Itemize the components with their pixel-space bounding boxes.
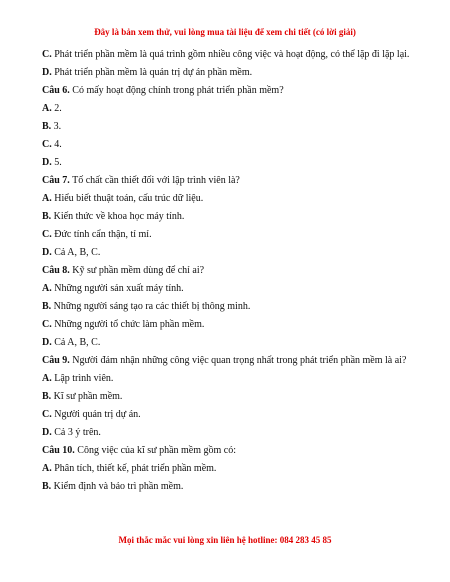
item-text: Người đảm nhận những công việc quan trọng nhất trong phát triển phần mềm là ai?: [69, 355, 407, 366]
item-text: Cả 3 ý trên.: [51, 427, 101, 438]
list-item: [42, 316, 412, 334]
item-text: 2.: [51, 103, 62, 114]
list-item: [42, 478, 412, 496]
item-label: D.: [42, 157, 52, 168]
list-item: [42, 244, 412, 262]
item-text: Phát triển phần mềm là quản trị dự án phần mềm.: [51, 67, 253, 78]
list-item: [42, 460, 412, 478]
item-text: Cả A, B, C.: [51, 337, 101, 348]
question-title: [42, 82, 412, 100]
list-item: [42, 46, 412, 64]
list-item: [42, 154, 412, 172]
hotline-notice: Mọi thắc mắc vui lòng xin liên hệ hotline: 084 283 45 85: [118, 535, 332, 545]
item-text: Người quản trị dự án.: [51, 409, 141, 420]
item-label: A.: [42, 463, 52, 474]
item-text: Những người tổ chức làm phần mềm.: [51, 319, 205, 330]
item-label: Câu 8.: [42, 265, 70, 276]
item-text: 5.: [51, 157, 62, 168]
list-item: [42, 424, 412, 442]
item-label: A.: [42, 373, 52, 384]
item-label: C.: [42, 229, 52, 240]
item-label: Câu 10.: [42, 445, 75, 456]
item-label: A.: [42, 103, 52, 114]
item-text: Phát triển phần mềm là quá trình gồm nhiều công việc và hoạt động, có thể lặp đi lặp lại.: [51, 49, 410, 60]
question-title: [42, 442, 412, 460]
item-label: D.: [42, 337, 52, 348]
item-text: Có mấy hoạt động chính trong phát triển phần mềm?: [69, 85, 284, 96]
question-title: [42, 172, 412, 190]
item-text: Công việc của kĩ sư phần mềm gồm có:: [74, 445, 237, 456]
item-label: D.: [42, 247, 52, 258]
item-text: Kiểm định và bảo trì phần mềm.: [51, 481, 184, 492]
list-item: [42, 226, 412, 244]
item-label: C.: [42, 49, 52, 60]
item-text: 4.: [51, 139, 62, 150]
question-list: [42, 46, 412, 496]
item-text: Phân tích, thiết kế, phát triển phần mềm.: [51, 463, 217, 474]
list-item: [42, 208, 412, 226]
item-text: Hiểu biết thuật toán, cấu trúc dữ liệu.: [51, 193, 204, 204]
list-item: [42, 118, 412, 136]
item-text: Những người sáng tạo ra các thiết bị thông minh.: [51, 301, 251, 312]
item-label: C.: [42, 409, 52, 420]
item-label: Câu 9.: [42, 355, 70, 366]
item-text: Kỹ sư phần mềm dùng để chỉ ai?: [69, 265, 205, 276]
list-item: [42, 298, 412, 316]
list-item: [42, 136, 412, 154]
item-label: B.: [42, 121, 52, 132]
item-text: Tố chất cần thiết đối với lập trình viên là?: [69, 175, 240, 186]
item-label: Câu 6.: [42, 85, 70, 96]
item-label: D.: [42, 427, 52, 438]
list-item: [42, 370, 412, 388]
item-text: Cả A, B, C.: [51, 247, 101, 258]
list-item: [42, 100, 412, 118]
preview-notice: Đây là bản xem thử, vui lòng mua tài liệu để xem chi tiết (có lời giải): [94, 27, 356, 37]
item-label: Câu 7.: [42, 175, 70, 186]
item-text: Kĩ sư phần mềm.: [51, 391, 123, 402]
item-text: Những người sản xuất máy tính.: [51, 283, 184, 294]
list-item: [42, 64, 412, 82]
question-title: [42, 352, 412, 370]
item-label: B.: [42, 481, 52, 492]
list-item: [42, 280, 412, 298]
list-item: [42, 406, 412, 424]
item-text: Lập trình viên.: [51, 373, 114, 384]
item-text: Kiến thức về khoa học máy tính.: [51, 211, 185, 222]
item-text: 3.: [51, 121, 62, 132]
item-label: B.: [42, 301, 52, 312]
item-label: A.: [42, 193, 52, 204]
item-label: B.: [42, 391, 52, 402]
item-label: D.: [42, 67, 52, 78]
item-label: B.: [42, 211, 52, 222]
list-item: [42, 190, 412, 208]
list-item: [42, 388, 412, 406]
list-item: [42, 334, 412, 352]
item-label: A.: [42, 283, 52, 294]
item-label: C.: [42, 319, 52, 330]
item-label: C.: [42, 139, 52, 150]
item-text: Đức tính cẩn thận, tỉ mỉ.: [51, 229, 152, 240]
question-title: [42, 262, 412, 280]
